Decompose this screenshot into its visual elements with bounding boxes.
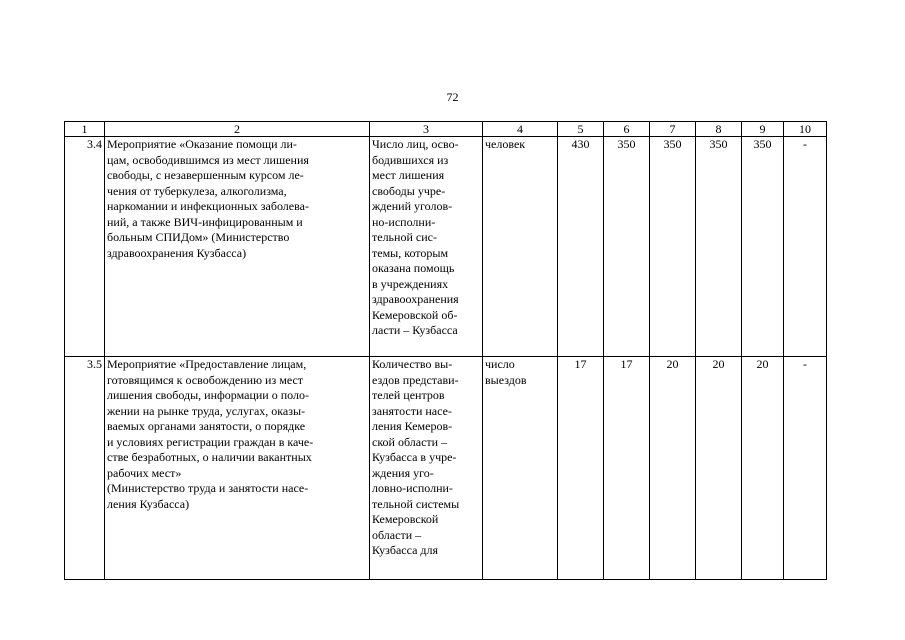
text-line: но-исполни- [372,214,436,229]
text-line: Мероприятие «Оказание помощи ли- [107,137,297,151]
header-cell: 10 [784,122,827,137]
value-cell: 17 [604,357,650,580]
text-line: чения от туберкулеза, алкоголизма, [107,183,287,198]
value-cell: 17 [558,357,604,580]
text-line: области – [372,527,422,542]
text-line: Кемеровской об- [372,307,458,322]
text-line: бодившихся из [372,152,449,167]
indicator-description [370,137,483,357]
table-header-row [65,122,827,137]
text-line: цам, освободившимся из мест лишения [107,152,309,167]
text-line: наркомании и инфекционных заболева- [107,199,309,213]
text-line: ждений уголов- [372,199,453,213]
header-cell: 6 [604,122,650,137]
text-line: стве безработных, о наличии вакантных [107,450,312,464]
text-line: жении на рынке труда, услугах, оказы- [107,403,306,418]
program-table [64,121,827,580]
header-cell: 1 [65,122,105,137]
text-line: ваемых органами занятости, о порядке [107,419,306,433]
text-line: ской области – [372,434,448,449]
text-line: тельной системы [372,496,460,511]
indicator-description [370,357,483,580]
text-line: ловно-исполни- [372,481,453,495]
text-line: ласти – Кузбасса [372,323,458,337]
value-cell: 350 [696,137,742,357]
text-line: (Министерство труда и занятости насе- [107,481,309,495]
table-row [65,137,827,357]
text-line: Количество вы- [372,357,453,371]
text-line: оказана помощь [372,261,455,275]
text-line: занятости насе- [372,403,452,418]
header-cell: 3 [370,122,483,137]
text-line: ления Кузбасса) [107,496,190,511]
text-line: темы, которым [372,245,449,260]
text-line: ездов представи- [372,372,459,387]
text-line: рабочих мест» [107,465,182,480]
text-line: Кузбасса в учре- [372,450,457,464]
text-line: больным СПИДом» (Министерство [107,230,290,244]
text-line: готовящимся к освобождению из мест [107,372,304,387]
text-line: здравоохранения [372,292,459,306]
text-line: ления Кемеров- [372,419,453,433]
value-cell: 20 [696,357,742,580]
value-cell: 350 [742,137,784,357]
unit-cell [483,357,558,580]
header-cell: 8 [696,122,742,137]
text-line: число [485,357,515,371]
text-line: здравоохранения Кузбасса) [107,245,247,260]
text-line: телей центров [372,388,445,402]
header-cell: 2 [105,122,370,137]
text-line: в учреждениях [372,276,449,291]
text-line: тельной сис- [372,230,437,244]
table-row [65,357,827,580]
text-line: Мероприятие «Предоставление лицам, [107,357,307,371]
text-line: ждения уго- [372,465,434,480]
header-cell: 7 [650,122,696,137]
value-cell: - [784,357,827,580]
header-cell: 9 [742,122,784,137]
text-line: мест лишения [372,168,445,182]
row-number: 3.5 [65,357,105,580]
value-cell: 350 [604,137,650,357]
text-line: свободы, с незавершенным курсом ле- [107,168,304,182]
text-line: ний, а также ВИЧ-инфицированным и [107,214,303,229]
page-number: 72 [446,90,459,104]
unit-cell [483,137,558,357]
value-cell: 350 [650,137,696,357]
text-line: Число лиц, осво- [372,137,459,151]
text-line: лишения свободы, информации о поло- [107,388,309,402]
row-number: 3.4 [65,137,105,357]
text-line: Кузбасса для [372,543,439,557]
event-description [105,357,370,580]
value-cell: 20 [650,357,696,580]
text-line: свободы учре- [372,183,446,198]
value-cell: 430 [558,137,604,357]
text-line: выездов [485,372,527,387]
header-cell: 4 [483,122,558,137]
event-description [105,137,370,357]
value-cell: 20 [742,357,784,580]
header-cell: 5 [558,122,604,137]
value-cell: - [784,137,827,357]
text-line: человек [485,137,526,151]
text-line: и условиях регистрации граждан в каче- [107,434,314,449]
text-line: Кемеровской [372,512,439,526]
